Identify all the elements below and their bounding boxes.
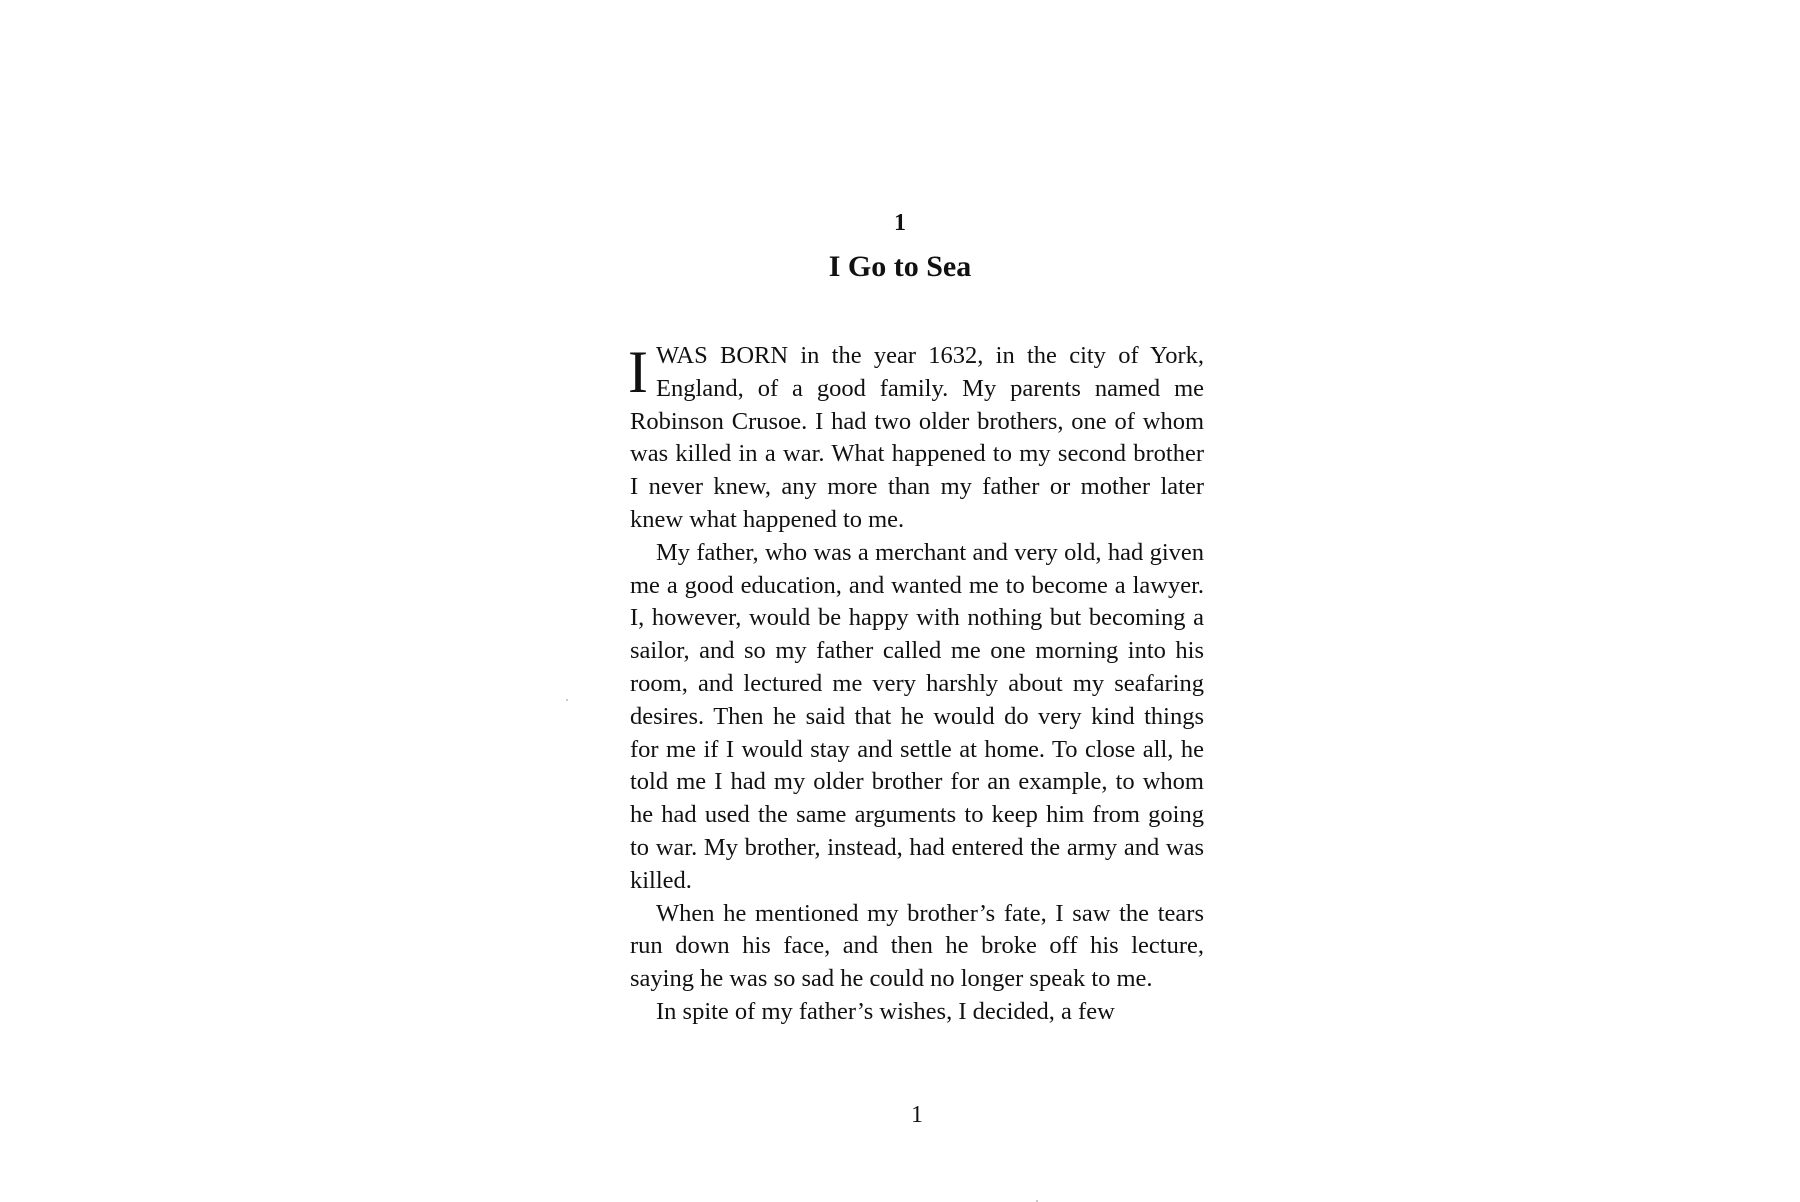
chapter-number: 1 (894, 210, 906, 236)
chapter-text (630, 340, 1204, 1029)
paragraph-1-text: WAS BORN in the year 1632, in the city of York, England, of a good family. My parents named me Robinson Crusoe. I had two older brothers, one of whom was killed in a war. What happened to my second brother I never knew, any more than my father or mother later knew what happened to me. (630, 342, 1204, 533)
page-number: 1 (911, 1102, 923, 1128)
paragraph-4: In spite of my father’s wishes, I decided, a few (656, 997, 1115, 1025)
drop-cap: I (628, 339, 648, 405)
chapter-title: I Go to Sea (828, 250, 972, 283)
paragraph-2: My father, who was a merchant and very old, had given me a good education, and wanted me to become a lawyer. I, however, would be happy with nothing but becoming a sailor, and so my father called me one morning into his room, and lectured me very harshly about my seafaring desires. Then he said that he would do very kind things for me if I would stay and settle at home. To close all, he told me I had my older brother for an example, to whom he had used the same arguments to keep him from going to war. My brother, instead, had entered the army and was killed. (630, 538, 1204, 894)
paragraph-1 (630, 340, 1204, 537)
scan-speck (566, 699, 568, 701)
paragraph-3: When he mentioned my brother’s fate, I saw the tears run down his face, and then he broke off his lecture, saying he was so sad he could no longer speak to me. (630, 899, 1204, 993)
